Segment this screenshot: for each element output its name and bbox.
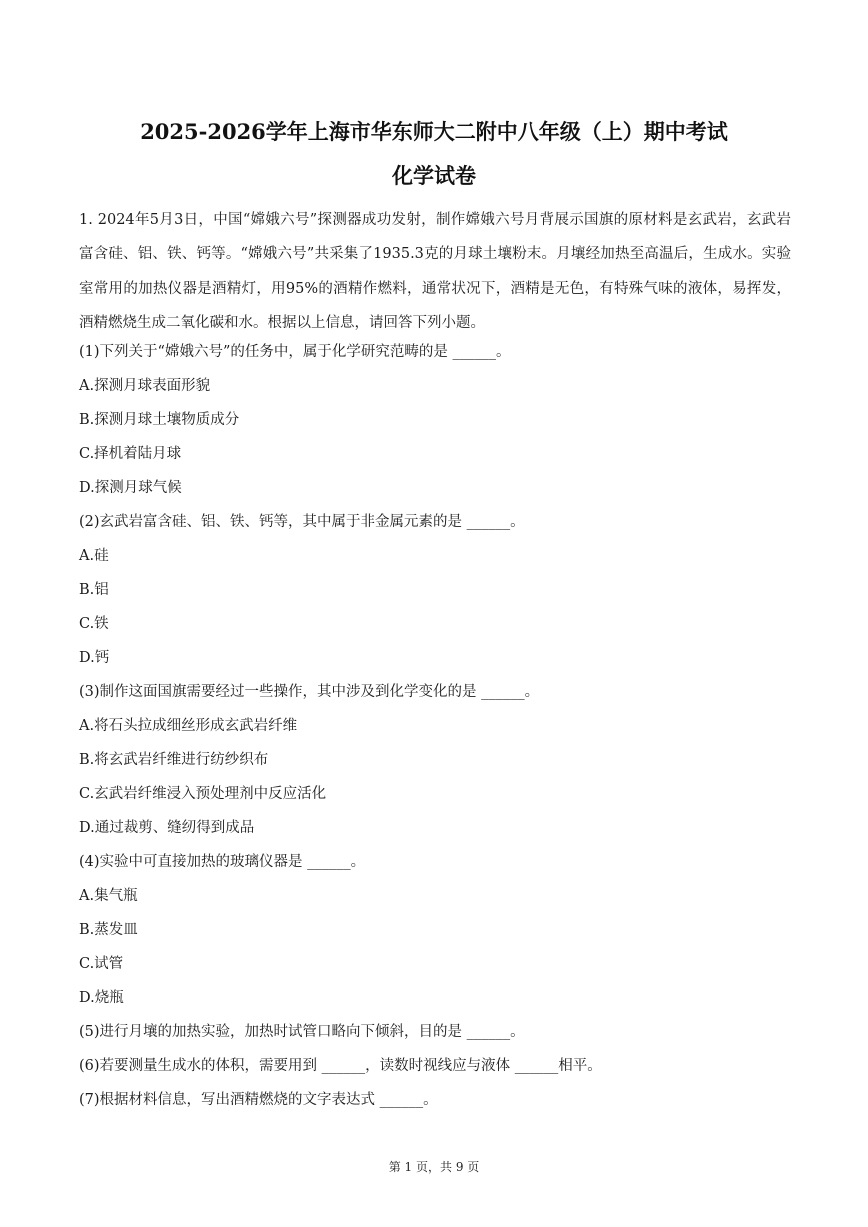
sub-question-2-stem: (2)玄武岩富含硅、铝、铁、钙等，其中属于非金属元素的是 ______。 bbox=[79, 514, 525, 530]
sub-question-6-stem: (6)若要测量生成水的体积，需要用到 ______，读数时视线应与液体 ______相平。 bbox=[79, 1058, 602, 1074]
sub-question-4-option-d: D.烧瓶 bbox=[79, 990, 124, 1006]
sub-question-3-option-b: B.将玄武岩纤维进行纺纱织布 bbox=[79, 752, 269, 768]
sub-question-3-option-c: C.玄武岩纤维浸入预处理剂中反应活化 bbox=[79, 786, 327, 802]
sub-question-3-stem: (3)制作这面国旗需要经过一些操作，其中涉及到化学变化的是 ______。 bbox=[79, 684, 540, 700]
sub-question-2-option-a: A.硅 bbox=[79, 548, 109, 564]
sub-question-1-option-c: C.择机着陆月球 bbox=[79, 446, 182, 462]
sub-question-3-option-d: D.通过裁剪、缝纫得到成品 bbox=[79, 820, 255, 836]
sub-question-4-option-b: B.蒸发皿 bbox=[79, 922, 138, 938]
sub-question-1-option-b: B.探测月球土壤物质成分 bbox=[79, 412, 240, 428]
sub-question-1-option-a: A.探测月球表面形貌 bbox=[79, 378, 211, 394]
sub-question-2-option-b: B.铝 bbox=[79, 582, 109, 598]
sub-question-3-option-a: A.将石头拉成细丝形成玄武岩纤维 bbox=[79, 718, 298, 734]
exam-subtitle: 化学试卷 bbox=[392, 163, 476, 188]
sub-question-4-stem: (4)实验中可直接加热的玻璃仪器是 ______。 bbox=[79, 854, 366, 870]
sub-question-2-option-d: D.钙 bbox=[79, 650, 110, 666]
page-footer: 第 1 页，共 9 页 bbox=[388, 1160, 480, 1174]
sub-question-2-option-c: C.铁 bbox=[79, 616, 109, 632]
question-1-intro: 1. 2024年5月3日，中国“嫦娥六号”探测器成功发射，制作嫦娥六号月背展示国旗的原材料是玄武岩，玄武岩富含硅、铝、铁、钙等。“嫦娥六号”共采集了1935.3克的月球土壤粉末。月壤经加热至高温后，生成水。实验室常用的加热仪器是酒精灯，用95%的酒精作燃料，通常状况下，酒精是无色，有特殊气味的液体，易挥发，酒精燃烧生成二氧化碳和水。根据以上信息，请回答下列小题。 bbox=[79, 212, 791, 331]
sub-question-7-stem: (7)根据材料信息，写出酒精燃烧的文字表达式 ______。 bbox=[79, 1092, 438, 1108]
sub-question-5-stem: (5)进行月壤的加热实验，加热时试管口略向下倾斜，目的是 ______。 bbox=[79, 1024, 525, 1040]
sub-question-1-stem: (1)下列关于“嫦娥六号”的任务中，属于化学研究范畴的是 ______。 bbox=[79, 344, 511, 360]
sub-question-1-option-d: D.探测月球气候 bbox=[79, 480, 182, 496]
sub-question-4-option-c: C.试管 bbox=[79, 956, 124, 972]
sub-question-4-option-a: A.集气瓶 bbox=[79, 888, 138, 904]
exam-title: 2025-2026学年上海市华东师大二附中八年级（上）期中考试 bbox=[140, 119, 728, 144]
